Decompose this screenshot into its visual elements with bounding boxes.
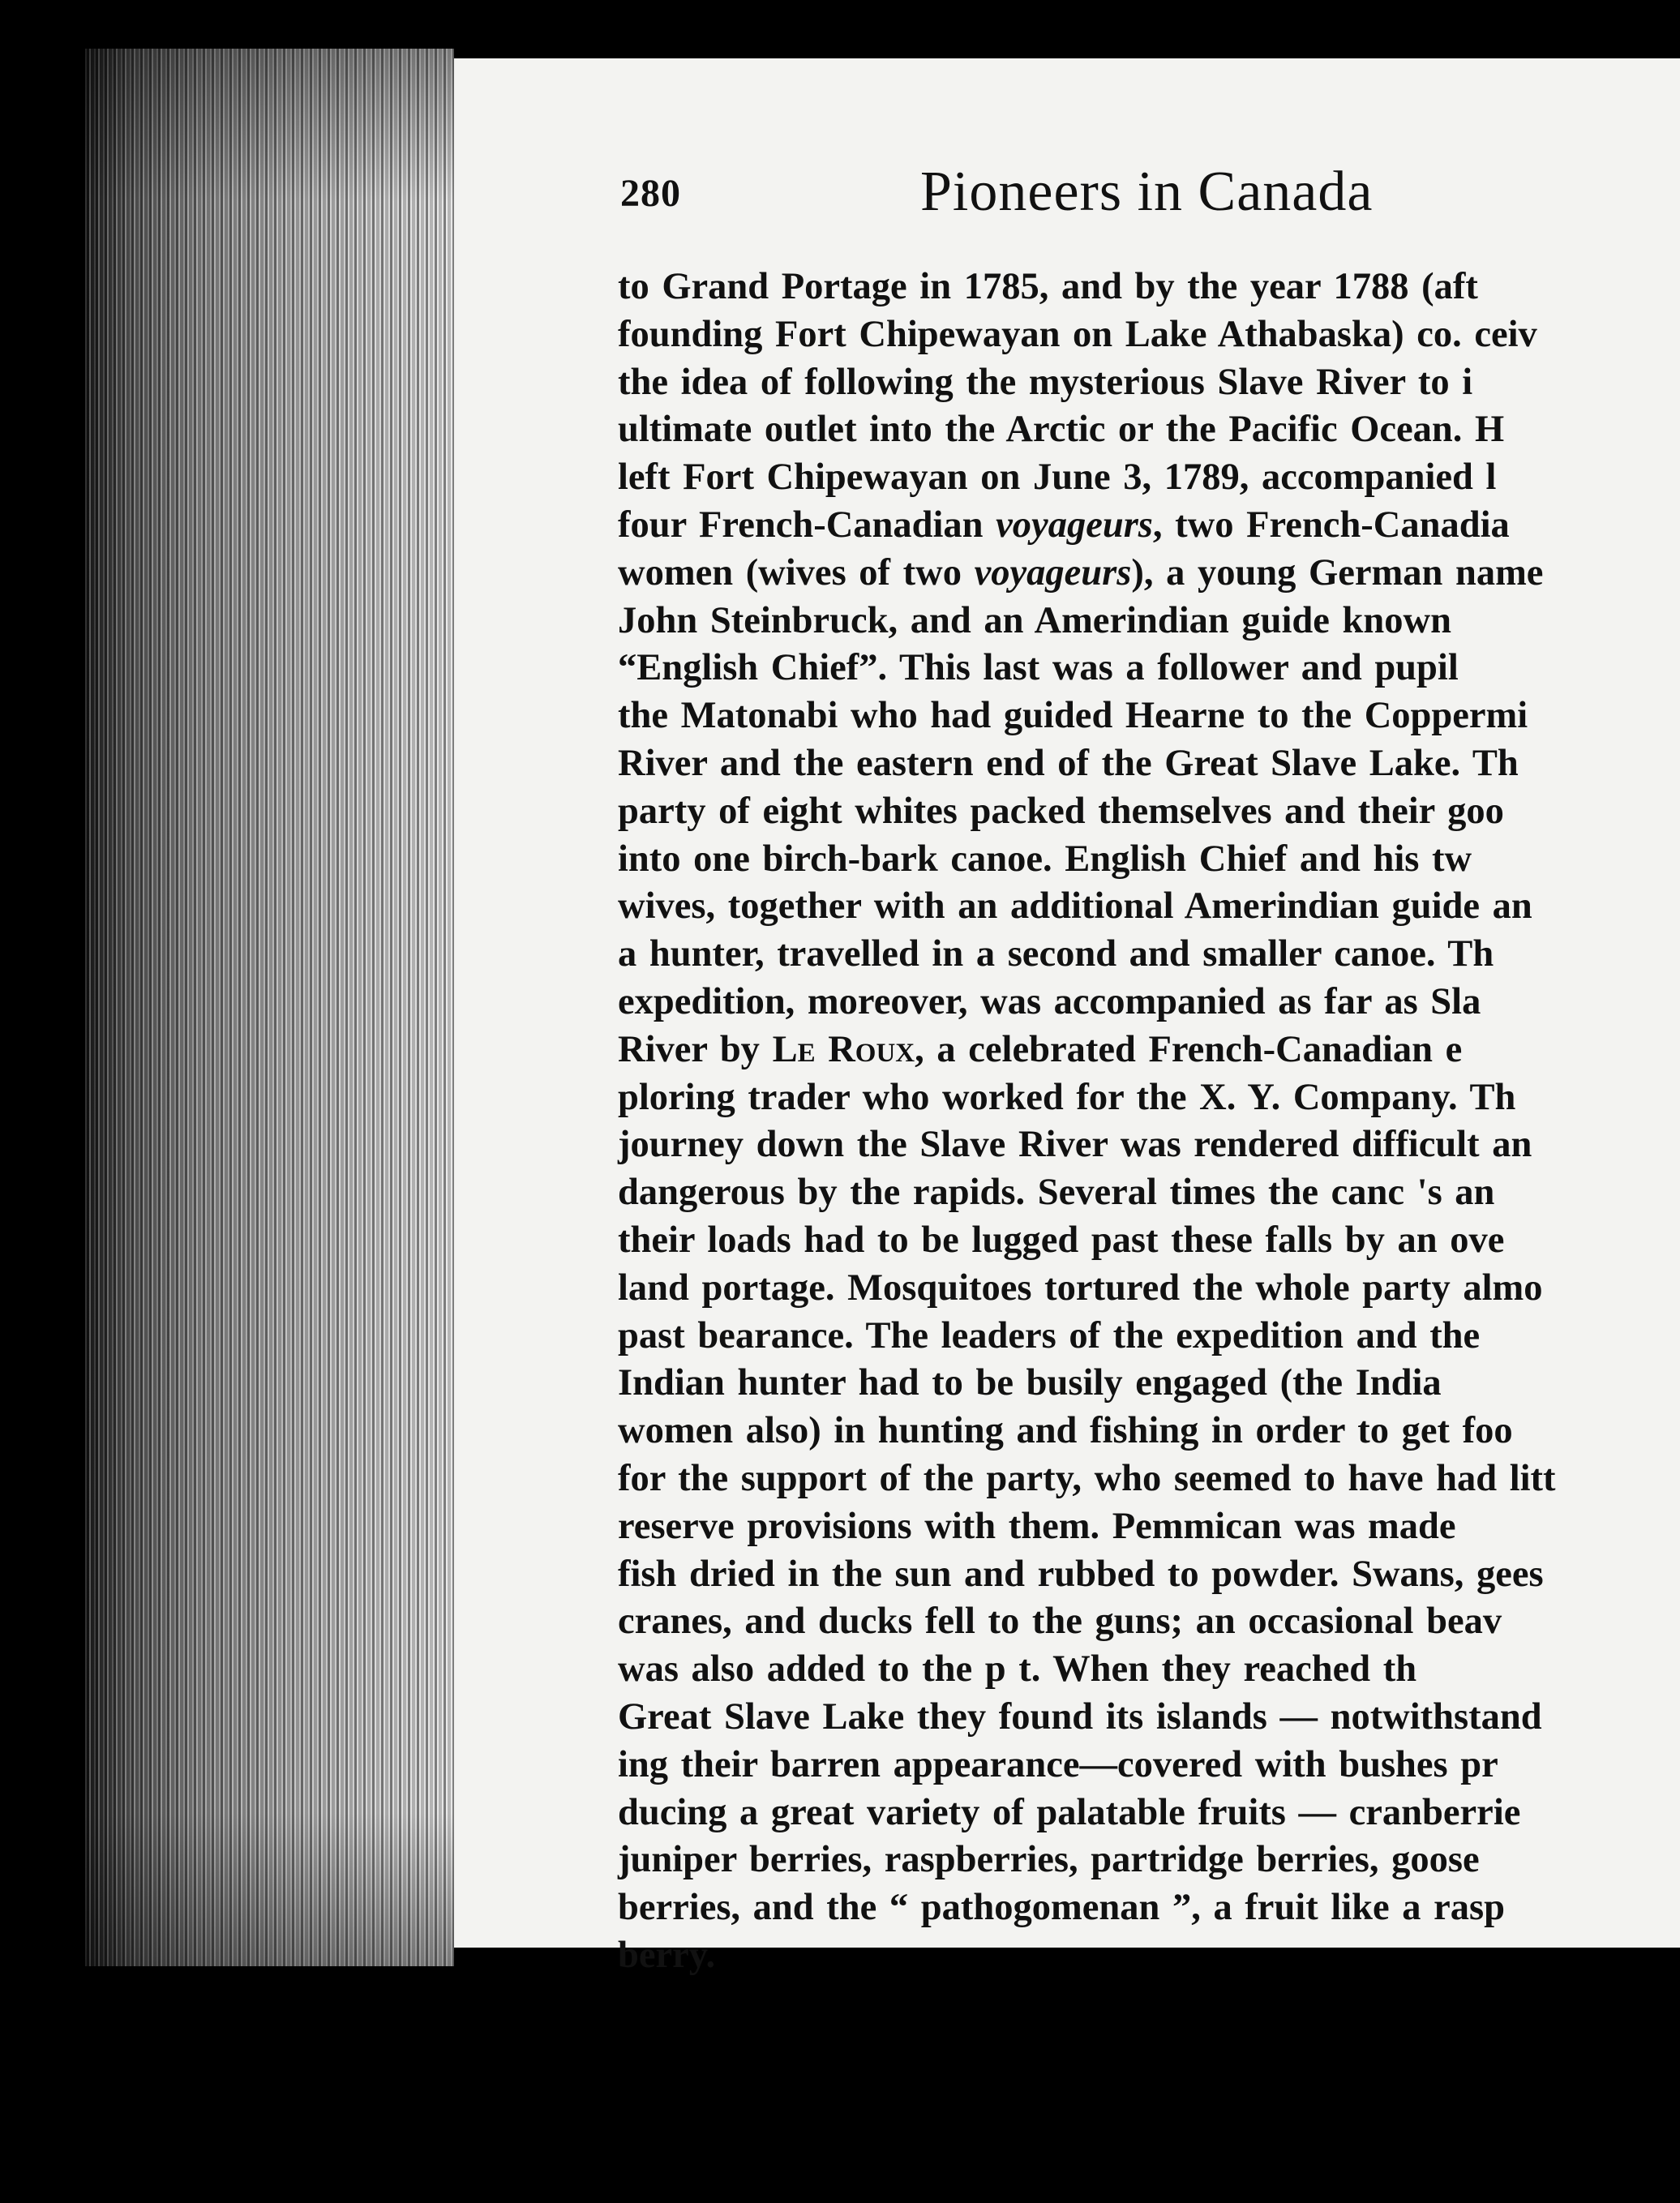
text-line — [618, 1026, 1680, 1074]
text-segment: ), a young German name — [1131, 551, 1544, 594]
text-segment: John Steinbruck, and an Amerindian guide known — [618, 599, 1451, 641]
text-segment: fish dried in the sun and rubbed to powder. Swans, gees — [618, 1553, 1544, 1595]
text-segment: River by — [618, 1028, 773, 1070]
text-line — [618, 1551, 1680, 1599]
text-segment: into one birch-bark canoe. English Chief and his tw — [618, 838, 1472, 880]
text-segment: expedition, moreover, was accompanied as far as Sla — [618, 980, 1481, 1022]
text-line — [618, 883, 1680, 931]
text-segment: , two French-Canadia — [1152, 504, 1510, 546]
text-line — [618, 264, 1680, 311]
page-edge-shadow — [85, 49, 454, 1966]
text-segment: wives, together with an additional Amerindian guide an — [618, 885, 1532, 928]
text-segment: Indian hunter had to be busily engaged (the India — [618, 1362, 1442, 1404]
text-line — [618, 454, 1680, 502]
text-line — [618, 1789, 1680, 1837]
text-segment: the Matonabi who had guided Hearne to the Coppermi — [618, 695, 1528, 737]
text-segment: was also added to the p t. When they reached th — [618, 1648, 1417, 1691]
text-line — [618, 1169, 1680, 1217]
text-line — [618, 931, 1680, 979]
text-segment: a hunter, travelled in a second and smaller canoe. Th — [618, 933, 1494, 975]
text-segment: their loads had to be lugged past these falls by an ove — [618, 1219, 1505, 1261]
text-line — [618, 1598, 1680, 1646]
text-segment: ploring trader who worked for the X. Y. Company. Th — [618, 1076, 1516, 1118]
text-line — [618, 1503, 1680, 1551]
text-line — [618, 645, 1680, 692]
text-segment: journey down the Slave River was rendered difficult an — [618, 1124, 1532, 1166]
text-line — [618, 550, 1680, 598]
text-segment: “English Chief”. This last was a follower and pupil — [618, 647, 1459, 689]
text-segment: ducing a great variety of palatable fruits — cranberrie — [618, 1791, 1521, 1833]
text-segment: left Fort Chipewayan on June 3, 1789, accompanied l — [618, 456, 1497, 499]
text-line — [618, 1932, 1680, 1980]
text-line — [618, 1360, 1680, 1408]
text-line — [618, 788, 1680, 836]
text-line — [618, 1074, 1680, 1122]
text-line — [618, 598, 1680, 645]
text-segment: dangerous by the rapids. Several times the canc 's an — [618, 1172, 1495, 1214]
text-segment: the idea of following the mysterious Slave River to i — [618, 361, 1473, 403]
text-line — [618, 359, 1680, 407]
text-segment: party of eight whites packed themselves and their goo — [618, 790, 1504, 832]
text-line — [618, 1265, 1680, 1313]
text-segment: juniper berries, raspberries, partridge berries, goose — [618, 1839, 1480, 1881]
text-line — [618, 836, 1680, 884]
text-line — [618, 1837, 1680, 1884]
text-segment: ultimate outlet into the Arctic or the Pacific Ocean. H — [618, 409, 1505, 451]
text-line — [618, 740, 1680, 788]
text-line — [618, 1408, 1680, 1455]
text-line — [618, 1694, 1680, 1742]
italic-term: voyageurs — [974, 551, 1132, 594]
text-segment: women also) in hunting and fishing in order to get foo — [618, 1410, 1513, 1452]
text-line — [618, 1646, 1680, 1694]
text-segment: reserve provisions with them. Pemmican was made — [618, 1505, 1456, 1547]
text-line — [618, 1884, 1680, 1932]
text-segment: past bearance. The leaders of the expedition and the — [618, 1314, 1481, 1357]
italic-term: voyageurs — [996, 504, 1153, 546]
text-segment: River and the eastern end of the Great Slave Lake. Th — [618, 742, 1519, 784]
text-line — [618, 406, 1680, 454]
running-head — [620, 161, 1674, 231]
text-line — [618, 1313, 1680, 1361]
text-segment: , a celebrated French-Canadian e — [915, 1028, 1463, 1070]
text-segment: berry. — [618, 1934, 716, 1976]
text-segment: berries, and the “ pathogomenan ”, a fruit like a rasp — [618, 1887, 1506, 1929]
text-segment: founding Fort Chipewayan on Lake Athabaska) co. ceiv — [618, 313, 1537, 355]
body-text — [618, 264, 1680, 1980]
text-line — [618, 979, 1680, 1026]
text-line — [618, 1455, 1680, 1503]
text-segment: cranes, and ducks fell to the guns; an occasional beav — [618, 1601, 1502, 1643]
text-line — [618, 1121, 1680, 1169]
text-segment: to Grand Portage in 1785, and by the year 1788 (aft — [618, 266, 1478, 307]
small-caps-name: Le Roux — [772, 1028, 915, 1070]
text-segment: women (wives of two — [618, 551, 975, 594]
text-line — [618, 502, 1680, 550]
text-line — [618, 1742, 1680, 1789]
text-line — [618, 311, 1680, 359]
page-number: 280 — [620, 172, 681, 215]
text-segment: Great Slave Lake they found its islands — notwithstand — [618, 1695, 1542, 1738]
text-line — [618, 1217, 1680, 1265]
text-segment: four French-Canadian — [618, 504, 996, 546]
text-segment: land portage. Mosquitoes tortured the whole party almo — [618, 1267, 1543, 1309]
book-title: Pioneers in Canada — [920, 161, 1374, 223]
text-segment: ing their barren appearance—covered with bushes pr — [618, 1743, 1498, 1785]
text-line — [618, 692, 1680, 740]
text-segment: for the support of the party, who seemed to have had litt — [618, 1457, 1556, 1499]
